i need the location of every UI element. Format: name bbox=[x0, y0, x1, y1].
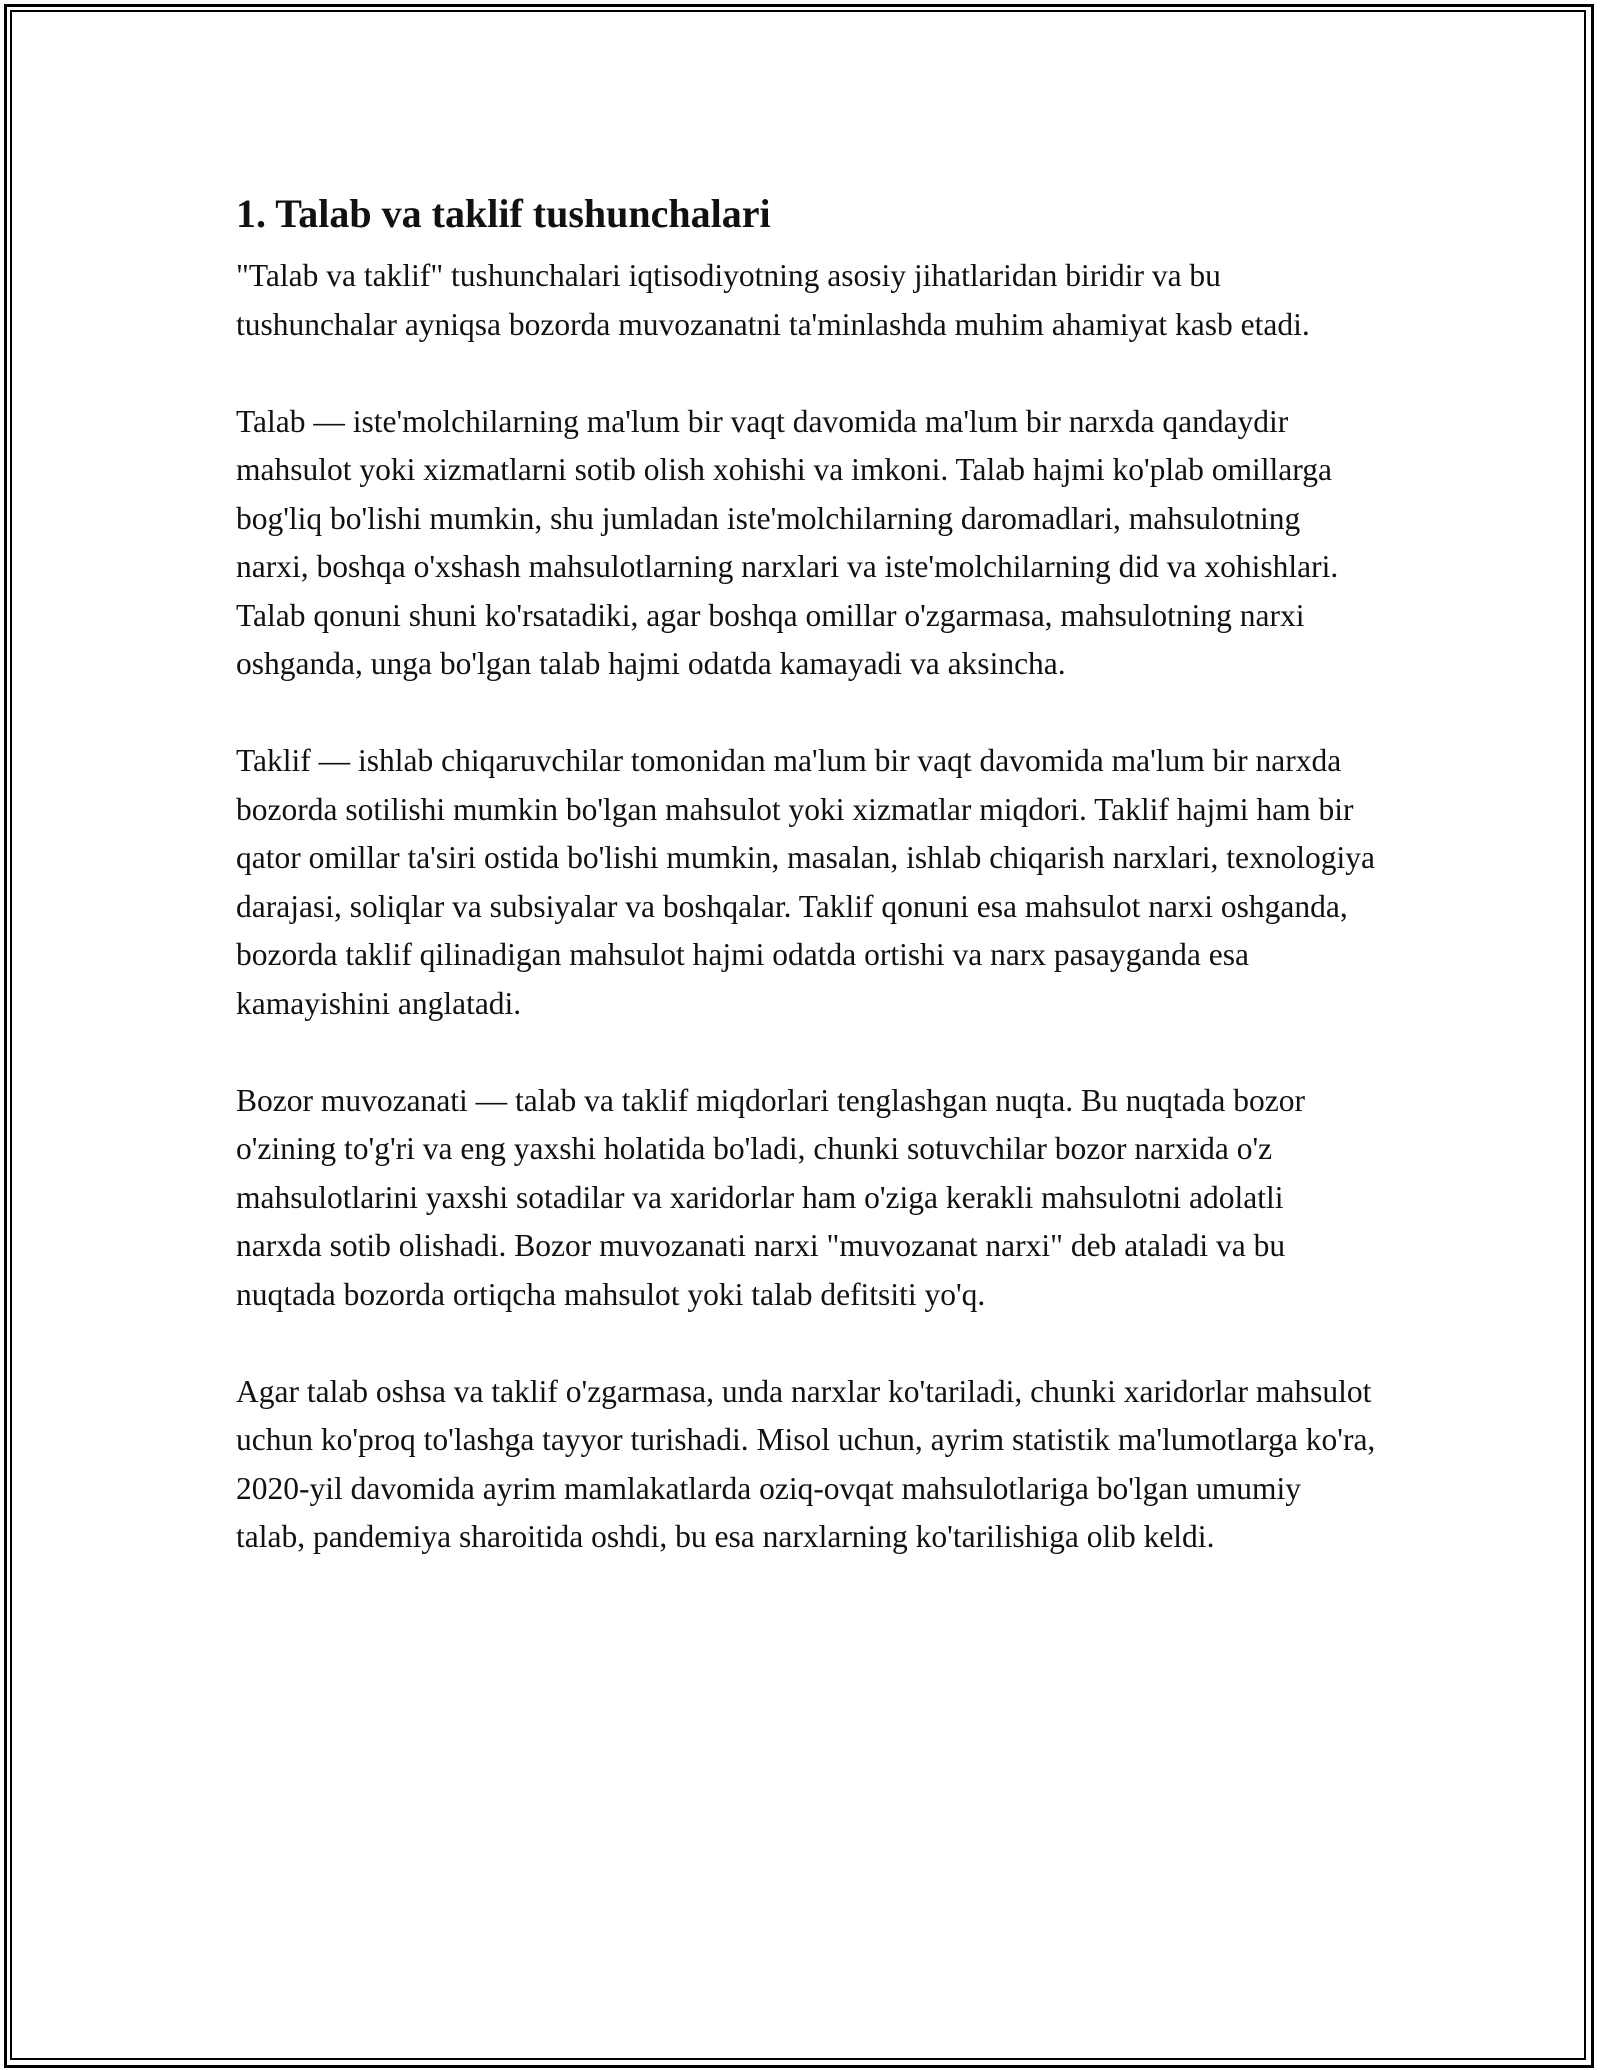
taklif-paragraph: Taklif — ishlab chiqaruvchilar tomonidan ma'lum bir vaqt davomida ma'lum bir narxda bozorda sotilishi mumkin bo'lgan mahsulot yoki xizmatlar miqdori. Taklif hajmi ham bir qator omillar ta'siri ostida bo'lishi mumkin, masalan, ishlab chiqarish narxlari, texnologiya darajasi, soliqlar va subsiyalar va boshqalar. Taklif qonuni esa mahsulot narxi oshganda, bozorda taklif qilinadigan mahsulot hajmi odatda ortishi va narx pasayganda esa kamayishini anglatadi. bbox=[236, 743, 1375, 1021]
intro-paragraph: "Talab va taklif" tushunchalari iqtisodiyotning asosiy jihatlaridan biridir va bu tushunchalar ayniqsa bozorda muvozanatni ta'minlashda muhim ahamiyat kasb etadi. bbox=[236, 258, 1310, 342]
example-paragraph: Agar talab oshsa va taklif o'zgarmasa, unda narxlar ko'tariladi, chunki xaridorlar mahsulot uchun ko'proq to'lashga tayyor turishadi. Misol uchun, ayrim statistik ma'lumotlarga ko'ra, 2020-yil davomida ayrim mamlakatlarda oziq-ovqat mahsulotlariga bo'lgan umumiy talab, pandemiya sharoitida oshdi, bu esa narxlarning ko'tarilishiga olib keldi. bbox=[236, 1373, 1376, 1554]
document-body bbox=[236, 186, 1376, 1610]
bozor-muvozanati-paragraph: Bozor muvozanati — talab va taklif miqdorlari tenglashgan nuqta. Bu nuqtada bozor o'zining to'g'ri va eng yaxshi holatida bo'ladi, chunki sotuvchilar bozor narxida o'z mahsulotlarini yaxshi sotadilar va xaridorlar ham o'ziga kerakli mahsulotni adolatli narxda sotib olishadi. Bozor muvozanati narxi "muvozanat narxi" deb ataladi va bu nuqtada bozorda ortiqcha mahsulot yoki talab defitsiti yo'q. bbox=[236, 1082, 1305, 1312]
section-heading: 1. Talab va taklif tushunchalari bbox=[236, 191, 771, 236]
talab-paragraph: Talab — iste'molchilarning ma'lum bir vaqt davomida ma'lum bir narxda qandaydir mahsulot yoki xizmatlarni sotib olish xohishi va imkoni. Talab hajmi ko'plab omillarga bog'liq bo'lishi mumkin, shu jumladan iste'molchilarning daromadlari, mahsulotning narxi, boshqa o'xshash mahsulotlarning narxlari va iste'molchilarning did va xohishlari. Talab qonuni shuni ko'rsatadiki, agar boshqa omillar o'zgarmasa, mahsulotning narxi oshganda, unga bo'lgan talab hajmi odatda kamayadi va aksincha. bbox=[236, 403, 1339, 681]
